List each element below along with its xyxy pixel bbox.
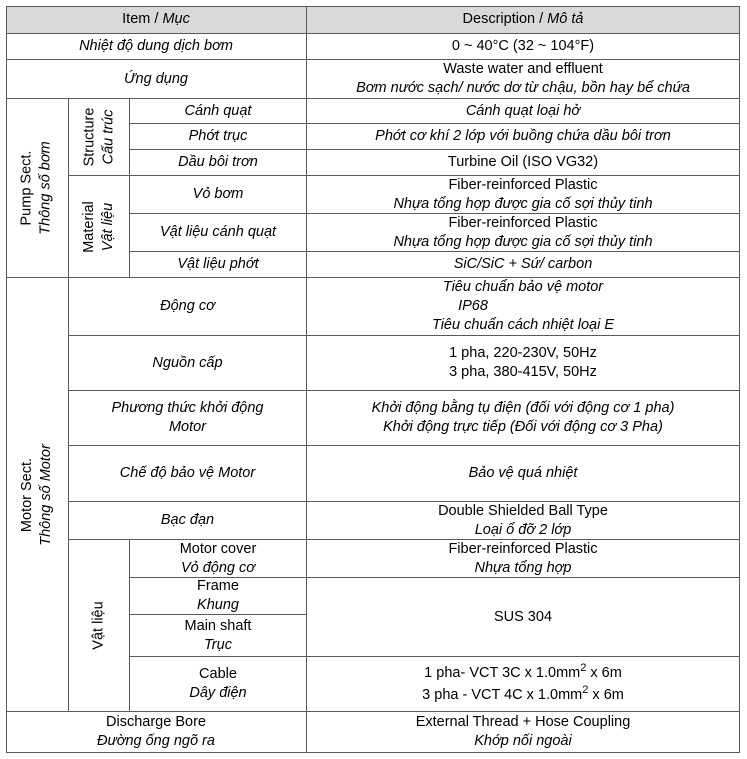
motor-value-l2: IP68: [458, 298, 488, 314]
discharge-value-en: External Thread + Hose Coupling: [415, 714, 631, 730]
frame-label-vi: Khung: [197, 597, 239, 613]
motor-material-label: [69, 540, 130, 712]
cover-label-en: Motor cover: [179, 540, 257, 557]
app-value: [307, 60, 740, 99]
cable-value: [307, 657, 740, 712]
discharge-label: [6, 712, 307, 753]
cover-value: [307, 540, 740, 578]
power-value-l2: 3 pha, 380-415V, 50Hz: [449, 364, 597, 380]
casing-value: [307, 176, 740, 214]
temp-label-text: Nhiệt độ dung dịch bơm: [79, 38, 233, 54]
bearing-label-text: Bạc đạn: [160, 512, 215, 528]
header-description: [307, 6, 740, 34]
cable-l2-text: 3 pha - VCT 4C x 1.0mm: [422, 687, 583, 703]
shaft-label: [130, 615, 307, 657]
seal-material-label-text: Vật liệu phớt: [177, 256, 259, 272]
bearing-value-en: Double Shielded Ball Type: [438, 502, 608, 519]
app-label: [6, 60, 307, 99]
seal-material-value: [307, 252, 740, 278]
pump-section-en: Pump Sect.: [19, 150, 35, 226]
cable-l2-end: x 6m: [588, 687, 624, 703]
discharge-value-vi: Khớp nối ngoài: [474, 733, 572, 749]
material-label: [69, 176, 130, 278]
frame-label-en: Frame: [197, 578, 239, 594]
start-value: [307, 391, 740, 446]
oil-value-text: Turbine Oil (ISO VG32): [447, 154, 599, 170]
casing-value-vi: Nhựa tổng hợp được gia cố sợi thủy tinh: [393, 195, 653, 212]
impeller-label: [130, 99, 307, 124]
discharge-label-vi: Đường ống ngõ ra: [97, 733, 215, 749]
header-item: [6, 6, 307, 34]
protect-label-text: Chế độ bảo vệ Motor: [119, 465, 256, 481]
motor-section-en: Motor Sect.: [19, 457, 35, 532]
cable-label-en: Cable: [199, 666, 237, 682]
power-label: [69, 336, 307, 391]
header-desc-en: Description /: [462, 11, 548, 27]
bearing-value: [307, 502, 740, 540]
structure-en: Structure: [81, 107, 97, 167]
protect-value-text: Bảo vệ quá nhiệt: [468, 465, 578, 481]
oil-label-text: Dầu bôi trơn: [178, 154, 258, 170]
material-vi: Vật liệu: [99, 202, 116, 251]
power-label-text: Nguồn cấp: [152, 354, 223, 371]
impeller-value-text: Cánh quạt loại hở: [465, 102, 581, 119]
header-desc-vi: Mô tả: [547, 11, 584, 27]
app-label-text: Ứng dụng: [124, 70, 188, 87]
seal-material-value-text: SiC/SiC + Sứ/ carbon: [453, 256, 593, 272]
structure-label: [69, 99, 130, 176]
header-item-en: Item /: [122, 11, 163, 27]
protect-value: [307, 446, 740, 502]
sus-value: [307, 578, 740, 657]
bearing-value-vi: Loại ổ đỡ 2 lớp: [474, 521, 572, 538]
cable-label: [130, 657, 307, 712]
cable-l1-sup: 2: [580, 662, 587, 674]
casing-value-en: Fiber-reinforced Plastic: [448, 176, 598, 193]
motor-section-label: [6, 278, 69, 712]
casing-label: [130, 176, 307, 214]
pump-section-label: [6, 99, 69, 278]
app-value-vi: Bơm nước sạch/ nước dơ từ chậu, bồn hay bể chứa: [356, 80, 690, 96]
discharge-value: [307, 712, 740, 753]
impeller-material-value: [307, 214, 740, 252]
motor-value-l1: Tiêu chuẩn bảo vệ motor: [442, 279, 604, 295]
motor-material-text: Vật liệu: [90, 601, 107, 650]
header-item-vi: Mục: [162, 11, 190, 27]
cover-label-vi: Vỏ động cơ: [180, 559, 256, 576]
cable-label-vi: Dây điện: [189, 685, 247, 701]
motor-value-l3: Tiêu chuẩn cách nhiệt loại E: [431, 317, 615, 333]
cover-value-en: Fiber-reinforced Plastic: [448, 540, 598, 557]
impeller-material-label-text: Vật liệu cánh quạt: [159, 224, 277, 240]
impeller-material-label: [130, 214, 307, 252]
shaft-label-vi: Trục: [204, 636, 232, 653]
cable-l2-sup: 2: [582, 684, 589, 696]
cable-l1-text: 1 pha- VCT 3C x 1.0mm: [424, 665, 581, 681]
seal-label: [130, 124, 307, 150]
power-value: [307, 336, 740, 391]
start-label-l1: Phương thức khởi động: [111, 400, 264, 416]
start-value-l2: Khởi động trực tiếp (Đối với động cơ 3 Pha): [383, 419, 663, 435]
protect-label: [69, 446, 307, 502]
pump-section-vi: Thông số bơm: [38, 141, 54, 235]
temp-value: [307, 34, 740, 60]
shaft-label-en: Main shaft: [184, 617, 252, 634]
temp-value-text: 0 ~ 40°C (32 ~ 104°F): [451, 38, 595, 54]
motor-label-text: Động cơ: [160, 298, 215, 314]
start-value-l1: Khởi động bằng tụ điện (đối với động cơ 1 pha): [371, 400, 675, 416]
cable-value-l2: [422, 684, 624, 706]
oil-label: [130, 150, 307, 176]
seal-value: [307, 124, 740, 150]
sus-value-text: SUS 304: [493, 608, 553, 625]
power-value-l1: 1 pha, 220-230V, 50Hz: [449, 345, 597, 361]
impeller-value: [307, 99, 740, 124]
bearing-label: [69, 502, 307, 540]
cover-value-vi: Nhựa tổng hợp: [474, 559, 572, 576]
start-label: [69, 391, 307, 446]
seal-label-text: Phớt trục: [188, 128, 248, 144]
temp-label: [6, 34, 307, 60]
impeller-label-text: Cánh quạt: [184, 102, 252, 119]
impeller-material-en: Fiber-reinforced Plastic: [448, 214, 598, 231]
impeller-material-vi: Nhựa tổng hợp được gia cố sợi thủy tinh: [393, 233, 653, 250]
motor-value: [307, 278, 740, 336]
oil-value: [307, 150, 740, 176]
frame-label: [130, 578, 307, 615]
motor-section-vi: Thông số Motor: [38, 443, 54, 546]
seal-material-label: [130, 252, 307, 278]
structure-vi: Cấu trúc: [100, 109, 116, 165]
casing-label-text: Vỏ bơm: [192, 186, 244, 202]
material-en: Material: [80, 200, 97, 253]
seal-value-text: Phớt cơ khí 2 lớp với buồng chứa dầu bôi trơn: [375, 128, 671, 144]
app-value-en: Waste water and effluent: [443, 61, 603, 77]
cover-label: [130, 540, 307, 578]
cable-value-l1: [424, 662, 622, 684]
cable-l1-end: x 6m: [586, 665, 622, 681]
start-label-l2: Motor: [168, 419, 207, 435]
discharge-label-en: Discharge Bore: [106, 714, 206, 730]
motor-label: [69, 278, 307, 336]
